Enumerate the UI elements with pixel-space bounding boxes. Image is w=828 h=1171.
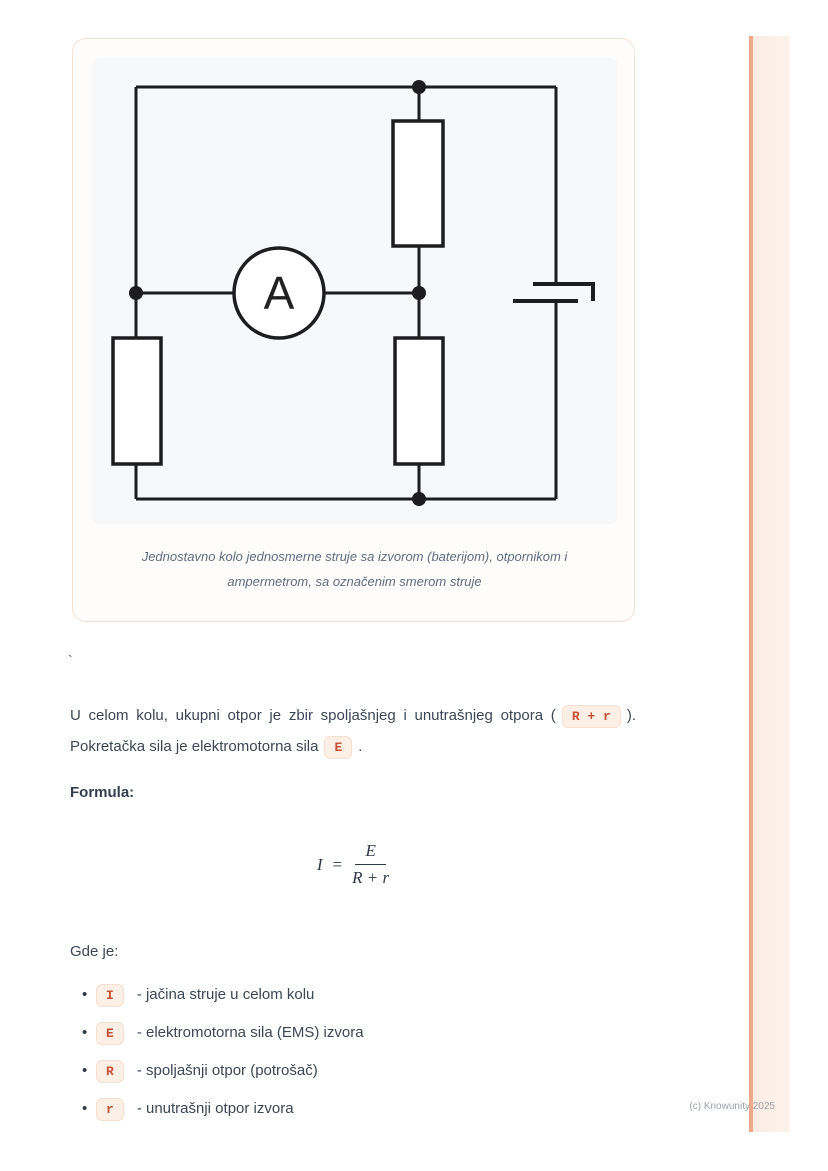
paragraph-text-middle: ). Pokretačka sila je elektromotorna sila bbox=[70, 707, 636, 755]
junction-dot-top bbox=[412, 80, 426, 94]
list-item-text: - jačina struje u celom kolu bbox=[136, 986, 315, 1003]
figure-card bbox=[72, 38, 635, 622]
resistor-left-icon bbox=[113, 338, 161, 464]
list-item-text: - spoljašnji otpor (potrošač) bbox=[136, 1062, 318, 1079]
formula-equals-sign: = bbox=[332, 854, 343, 874]
junction-dot-middle bbox=[412, 286, 426, 300]
list-item-r-upper bbox=[70, 1060, 636, 1083]
formula-equation bbox=[317, 841, 389, 888]
list-item-r-lower bbox=[70, 1098, 636, 1121]
figure-caption bbox=[73, 544, 636, 594]
inline-code-r-lower: r bbox=[96, 1098, 124, 1121]
bullet-icon: • bbox=[82, 1100, 88, 1117]
paragraph-text-after: . bbox=[358, 738, 363, 755]
side-stripe-fill bbox=[753, 36, 790, 1132]
inline-code-e: E bbox=[324, 736, 352, 759]
inline-code-r-plus-r: R + r bbox=[562, 705, 621, 728]
resistor-top-icon bbox=[393, 121, 443, 246]
bullet-icon: • bbox=[82, 1024, 88, 1041]
figure-caption-line2: ampermetrom, sa označenim smerom struje bbox=[227, 574, 482, 589]
variable-list bbox=[70, 984, 636, 1121]
junction-dot-left bbox=[129, 286, 143, 300]
intro-paragraph bbox=[70, 700, 636, 762]
circuit-diagram-panel bbox=[91, 57, 619, 525]
list-item-text: - elektromotorna sila (EMS) izvora bbox=[136, 1024, 364, 1041]
figure-caption-line1: Jednostavno kolo jednosmerne struje sa izvorom (baterijom), otpornikom i bbox=[141, 549, 568, 564]
list-item-text: - unutrašnji otpor izvora bbox=[136, 1100, 294, 1117]
inline-code-r-upper: R bbox=[96, 1060, 124, 1083]
formula-numerator: E bbox=[355, 841, 385, 865]
bullet-icon: • bbox=[82, 1062, 88, 1079]
formula-heading: Formula: bbox=[70, 784, 135, 801]
content-column bbox=[70, 700, 636, 1136]
inline-code-e: E bbox=[96, 1022, 124, 1045]
resistor-middle-icon bbox=[395, 338, 443, 464]
footer-copyright: (c) Knowunity 2025 bbox=[689, 1101, 775, 1112]
formula-denominator: R + r bbox=[352, 868, 390, 887]
side-stripe bbox=[749, 36, 790, 1132]
battery-plate-long bbox=[533, 284, 593, 301]
junction-dot-bottom bbox=[412, 492, 426, 506]
stray-backtick: ` bbox=[68, 652, 73, 668]
inline-code-i: I bbox=[96, 984, 124, 1007]
ammeter-label: A bbox=[263, 267, 295, 319]
battery-icon bbox=[513, 284, 593, 301]
circuit-diagram bbox=[91, 57, 619, 521]
paragraph-text-before: U celom kolu, ukupni otpor je zbir spoljašnjeg i unutrašnjeg otpora ( bbox=[70, 707, 556, 724]
list-item-e bbox=[70, 1022, 636, 1045]
formula-lhs: I bbox=[316, 854, 323, 874]
where-heading: Gde je: bbox=[70, 943, 119, 960]
formula-block bbox=[70, 841, 636, 888]
list-item-i bbox=[70, 984, 636, 1007]
bullet-icon: • bbox=[82, 986, 88, 1003]
formula-fraction bbox=[352, 841, 389, 888]
